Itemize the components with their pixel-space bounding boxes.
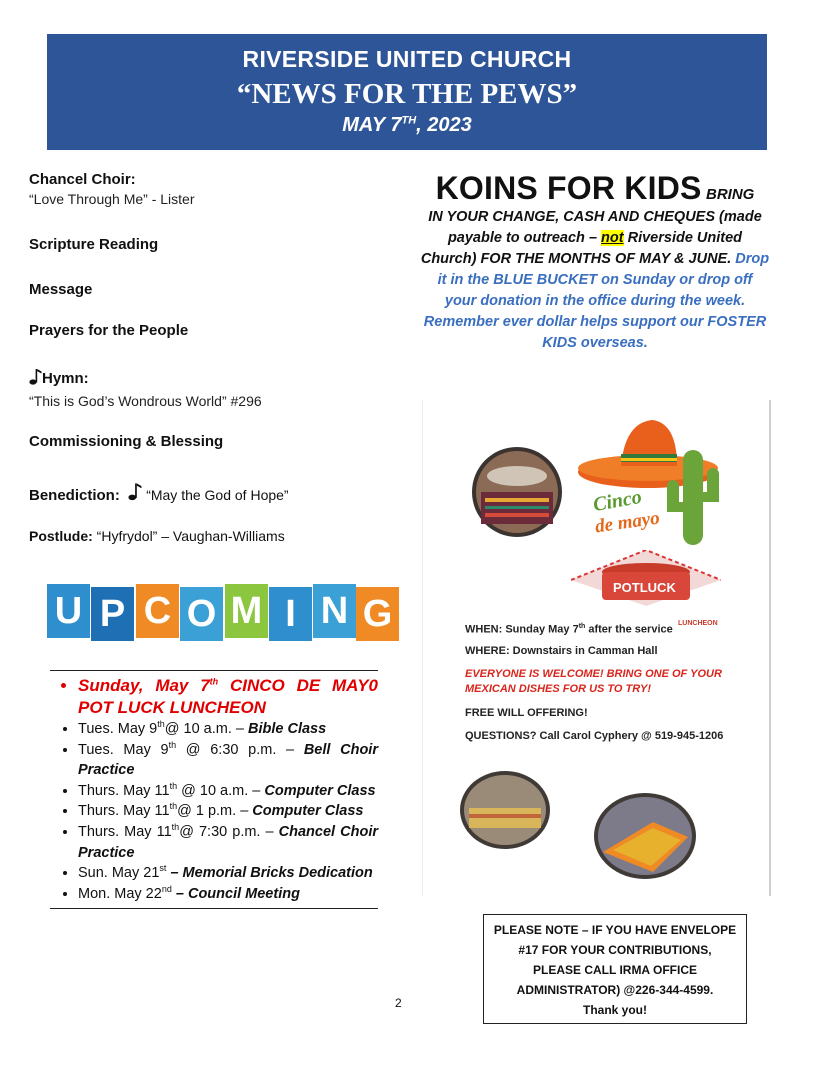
- food-photo-3: [593, 792, 697, 880]
- koins-title-tail: BRING: [706, 186, 755, 203]
- music-note-icon: [29, 368, 42, 386]
- upcoming-letter-tile: O: [180, 587, 223, 641]
- upcoming-letter-tile: C: [136, 584, 179, 638]
- cinco-de-mayo-flyer: [422, 400, 771, 896]
- event-item: • Tues. May 9th@ 10 a.m. – Bible Class: [78, 719, 378, 740]
- newsletter-date: MAY 7TH, 2023: [342, 114, 472, 136]
- flyer-when: WHEN: Sunday May 7th after the service: [465, 623, 673, 636]
- upcoming-letter-tile: G: [356, 587, 399, 641]
- benediction-line: Benediction: “May the God of Hope”: [29, 482, 289, 504]
- flyer-where: WHERE: Downstairs in Camman Hall: [465, 645, 658, 657]
- upcoming-letter-tile: P: [91, 587, 134, 641]
- koins-for-kids-notice: [420, 170, 770, 354]
- hymn-title: “This is God’s Wondrous World” #296: [29, 393, 262, 409]
- commissioning-heading: Commissioning & Blessing: [29, 433, 224, 450]
- flyer-questions: QUESTIONS? Call Carol Cyphery @ 519-945-1206: [465, 730, 724, 742]
- hymn-heading: Hymn:: [29, 368, 89, 387]
- koins-title: KOINS FOR KIDS: [435, 170, 702, 206]
- header-banner: [47, 34, 767, 150]
- event-item: • Thurs. May 11th@ 1 p.m. – Computer Class: [78, 801, 378, 822]
- scripture-heading: Scripture Reading: [29, 236, 159, 253]
- prayers-heading: Prayers for the People: [29, 322, 189, 339]
- message-heading: Message: [29, 281, 93, 298]
- luncheon-label: LUNCHEON: [678, 620, 718, 627]
- flyer-welcome: EVERYONE IS WELCOME! BRING ONE OF YOUR MEXICAN DISHES FOR US TO TRY!: [465, 668, 722, 695]
- chancel-choir-heading: Chancel Choir:: [29, 171, 136, 188]
- event-item: • Thurs. May 11th@ 7:30 p.m. – Chancel Choir Practice: [78, 822, 378, 863]
- cactus-icon: [663, 440, 723, 550]
- upcoming-letter-tile: M: [225, 584, 268, 638]
- event-item-main: • Sunday, May 7th CINCO DE MAY0 POT LUCK LUNCHEON: [78, 675, 378, 719]
- envelope-note: PLEASE NOTE – IF YOU HAVE ENVELOPE #17 FOR YOUR CONTRIBUTIONS, PLEASE CALL IRMA OFFICE ADMINISTRATOR) @226-344-4599. Thank you!: [483, 914, 747, 1024]
- cinco-logo-line1: Cinco: [591, 485, 644, 517]
- upcoming-banner: [47, 584, 399, 640]
- chancel-choir-piece: “Love Through Me” - Lister: [29, 191, 195, 207]
- music-note-icon: [128, 482, 142, 502]
- upcoming-letter-tile: I: [269, 587, 312, 641]
- event-item: • Thurs. May 11th @ 10 a.m. – Computer Class: [78, 781, 378, 802]
- upcoming-letter-tile: N: [313, 584, 356, 638]
- event-item: • Sun. May 21st – Memorial Bricks Dedication: [78, 863, 378, 884]
- food-photo-1: [471, 446, 563, 538]
- church-name: RIVERSIDE UNITED CHURCH: [242, 46, 572, 72]
- flyer-offering: FREE WILL OFFERING!: [465, 707, 588, 719]
- newsletter-title: “NEWS FOR THE PEWS”: [236, 78, 578, 110]
- upcoming-events-list: [50, 670, 378, 909]
- postlude-line: Postlude: “Hyfrydol” – Vaughan-Williams: [29, 528, 285, 544]
- potluck-label: POTLUCK: [613, 580, 676, 595]
- event-item: • Tues. May 9th @ 6:30 p.m. – Bell Choir Practice: [78, 740, 378, 781]
- upcoming-letter-tile: U: [47, 584, 90, 638]
- koins-body: IN YOUR CHANGE, CASH AND CHEQUES (made payable to outreach – not Riverside United Church) FOR THE MONTHS OF MAY & JUNE. Drop it in the BLUE BUCKET on Sunday or drop off your donation in the office during the week. Remember ever dollar helps support our FOSTER KIDS overseas.: [420, 209, 770, 351]
- page-number: 2: [395, 996, 402, 1010]
- food-photo-2: [459, 770, 551, 850]
- cinco-logo-line2: de mayo: [593, 507, 661, 538]
- event-item: • Mon. May 22nd – Council Meeting: [78, 884, 378, 905]
